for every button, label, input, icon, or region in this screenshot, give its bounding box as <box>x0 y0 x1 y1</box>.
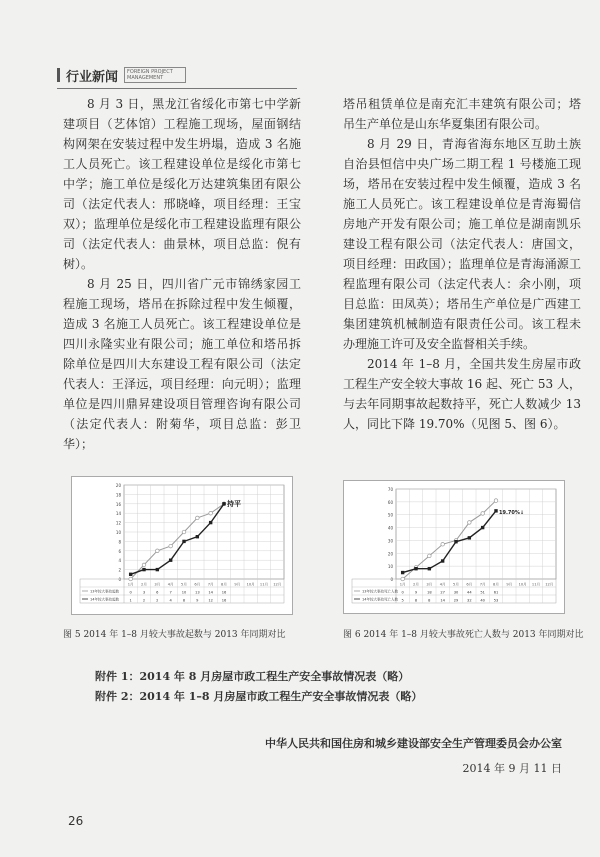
y-tick-label: 0 <box>390 577 393 582</box>
figure-6-chart <box>343 480 565 614</box>
data-point <box>481 512 485 516</box>
y-tick-label: 50 <box>387 512 393 518</box>
data-point <box>156 568 159 571</box>
data-point <box>428 554 432 558</box>
issue-date: 2014 年 9 月 11 日 <box>462 762 562 775</box>
x-tick-label: 5月 <box>453 582 459 587</box>
data-point <box>441 542 445 546</box>
y-tick-label: 60 <box>387 499 393 505</box>
table-value: 9 <box>196 598 199 603</box>
legend-label: 13年较大事故起数 <box>90 589 119 594</box>
paragraph: 8 月 29 日，青海省海东地区互助土族自治县恒信中央广场二期工程 1 号楼施工现场，塔吊在安装过程中发生倾覆，造成 3 名施工人员死亡。该工程建设单位是青海蜀信房地产开发有限公司；施工单位是湖南凯乐建设工程有限公司（法定代表人：唐国文，项目经理：田政国）；监理单位是青海涌源工程监理有限公司（法定代表人：余小刚，项目总监：田凤英）；塔吊生产单位是广西建工集团建筑机械制造有限责任公司。该工程未办理施工许可及安全监督相关手续。 <box>343 137 581 351</box>
figure-6-caption: 图 6 2014 年 1–8 月较大事故死亡人数与 2013 年同期对比 <box>343 630 584 640</box>
table-value: 32 <box>467 598 472 603</box>
data-point <box>169 544 173 548</box>
data-point <box>481 526 484 529</box>
table-value: 2 <box>142 598 146 603</box>
table-value: 12 <box>208 598 213 603</box>
table-value: 29 <box>453 598 459 603</box>
table-value: 7 <box>169 590 172 595</box>
y-tick-label: 20 <box>387 551 393 557</box>
x-tick-label: 12月 <box>273 582 282 587</box>
y-tick-label: 12 <box>115 520 121 526</box>
x-tick-label: 9月 <box>234 582 241 587</box>
table-value: 14 <box>208 590 213 595</box>
table-value: 27 <box>440 590 445 595</box>
y-tick-label: 6 <box>118 548 121 554</box>
y-tick-label: 20 <box>115 483 121 488</box>
table-value: 8 <box>428 598 431 603</box>
y-tick-label: 14 <box>115 511 121 517</box>
y-tick-label: 16 <box>115 501 121 507</box>
table-value: 2 <box>156 598 159 603</box>
data-point <box>494 509 497 512</box>
table-value: 61 <box>493 590 499 595</box>
section-marker <box>57 68 60 82</box>
data-point <box>182 540 185 543</box>
figure-5-caption: 图 5 2014 年 1–8 月较大事故起数与 2013 年同期对比 <box>63 630 286 640</box>
table-value: 30 <box>453 590 459 595</box>
legend-label: 13年较大事故死亡人数 <box>362 589 398 594</box>
table-value: 3 <box>142 590 146 595</box>
table-value: 51 <box>480 590 485 595</box>
x-tick-label: 6月 <box>194 582 201 587</box>
x-tick-label: 11月 <box>531 582 541 587</box>
data-point <box>428 567 431 570</box>
table-value: 13 <box>195 590 200 595</box>
table-value: 10 <box>181 590 187 595</box>
chart-annotation: 19.70%↓ <box>499 509 525 516</box>
y-tick-label: 2 <box>118 567 121 573</box>
left-column <box>63 94 301 454</box>
x-tick-label: 2月 <box>141 582 147 587</box>
right-column <box>343 94 581 434</box>
paragraph: 8 月 25 日，四川省广元市锦绣家园工程施工现场，塔吊在拆除过程中发生倾覆，造成 3 名施工人员死亡。该工程建设单位是四川永隆实业有限公司；施工单位和塔吊拆除单位是四川大东建设工程有限公司（法定代表人：王泽远，项目经理：向元明）；监理单位是四川鼎昇建设项目管理咨询有限公司（法定代表人：附菊华，项目总监：彭卫华）； <box>63 277 301 451</box>
data-point <box>196 516 200 520</box>
table-value: 18 <box>427 590 432 595</box>
death-count-chart <box>344 481 564 613</box>
table-value: 4 <box>169 598 172 603</box>
x-tick-label: 8月 <box>221 582 227 587</box>
data-point <box>401 577 405 581</box>
y-tick-label: 40 <box>387 525 393 531</box>
x-tick-label: 10月 <box>246 582 255 587</box>
y-tick-label: 10 <box>387 564 393 570</box>
table-value: 1 <box>129 598 132 603</box>
data-point <box>454 540 457 543</box>
x-tick-label: 11月 <box>259 582 269 587</box>
figure-5-chart <box>71 476 293 615</box>
data-point <box>182 530 186 534</box>
x-tick-label: 1月 <box>399 582 406 587</box>
table-value: 6 <box>156 590 159 595</box>
data-point <box>196 535 199 538</box>
x-tick-label: 4月 <box>439 582 446 587</box>
table-value: 0 <box>129 590 132 595</box>
x-tick-label: 5月 <box>181 582 187 587</box>
section-title: 行业新闻 <box>66 69 119 85</box>
paragraph: 2014 年 1–8 月，全国共发生房屋市政工程生产安全较大事故 16 起、死亡 53 人，与去年同期事故起数持平，死亡人数减少 13 人，同比下降 19.70%（见图 5、图 6）。 <box>343 357 581 431</box>
x-tick-label: 8月 <box>493 582 499 587</box>
table-value: 5 <box>401 598 404 603</box>
y-tick-label: 0 <box>118 577 121 582</box>
x-tick-label: 3月 <box>154 582 161 587</box>
y-tick-label: 4 <box>118 558 121 564</box>
x-tick-label: 9月 <box>506 582 513 587</box>
paragraph: 塔吊租赁单位是南充汇丰建筑有限公司；塔吊生产单位是山东华夏集团有限公司。 <box>343 97 581 131</box>
data-point <box>156 549 160 553</box>
y-tick-label: 18 <box>115 492 121 498</box>
data-point <box>142 563 146 567</box>
page-number: 26 <box>68 814 84 828</box>
y-tick-label: 30 <box>387 538 393 544</box>
data-point <box>494 499 498 503</box>
section-subtitle: FOREIGN PROJECT MANAGEMENT <box>124 67 186 83</box>
data-point <box>401 571 404 574</box>
x-tick-label: 12月 <box>545 582 554 587</box>
table-value: 8 <box>414 598 418 603</box>
x-tick-label: 4月 <box>167 582 174 587</box>
legend-label: 14年较大事故死亡人数 <box>362 597 398 602</box>
table-value: 14 <box>440 598 445 603</box>
x-tick-label: 10月 <box>518 582 527 587</box>
issuing-office: 中华人民共和国住房和城乡建设部安全生产管理委员会办公室 <box>265 737 562 750</box>
table-value: 40 <box>480 598 485 603</box>
data-point <box>441 559 444 562</box>
y-tick-label: 8 <box>118 539 121 545</box>
data-point <box>169 559 172 562</box>
paragraph: 8 月 3 日，黑龙江省绥化市第七中学新建项目（艺体馆）工程施工现场，屋面钢结构网架在安装过程中发生坍塌，造成 3 名施工人员死亡。该工程建设单位是绥化市第七中学；施工单位是绥化万达建筑集团有限公司（法定代表人：邢晓峰，项目经理：王宝双）；监理单位是绥化市工程建设监理有限公司（法定代表人：曲景林，项目总监：倪有树）。 <box>63 97 301 271</box>
table-value: 9 <box>414 590 418 595</box>
attachment-1: 附件 1：2014 年 8 月房屋市政工程生产安全事故情况表（略） <box>95 670 410 683</box>
data-point <box>129 573 132 576</box>
data-point <box>468 536 471 539</box>
data-point <box>468 521 472 525</box>
table-value: 16 <box>221 590 227 595</box>
header-rule <box>57 88 297 89</box>
accident-count-chart <box>72 477 292 614</box>
table-value: 16 <box>221 598 227 603</box>
x-tick-label: 3月 <box>426 582 433 587</box>
x-tick-label: 7月 <box>207 582 214 587</box>
chart-annotation: 持平 <box>227 499 241 508</box>
data-point <box>142 568 145 571</box>
x-tick-label: 6月 <box>466 582 473 587</box>
x-tick-label: 2月 <box>413 582 419 587</box>
data-point <box>222 502 225 505</box>
legend-label: 14年较大事故起数 <box>90 597 119 602</box>
data-point <box>209 521 212 524</box>
data-point <box>129 577 133 581</box>
x-tick-label: 7月 <box>479 582 486 587</box>
data-point <box>414 567 417 570</box>
table-value: 8 <box>182 598 186 603</box>
y-tick-label: 70 <box>387 487 393 492</box>
y-tick-label: 10 <box>115 530 121 535</box>
table-value: 0 <box>401 590 404 595</box>
table-value: 53 <box>493 598 499 603</box>
x-tick-label: 1月 <box>127 582 134 587</box>
table-value: 44 <box>467 590 472 595</box>
section-header <box>57 66 186 84</box>
attachment-2: 附件 2：2014 年 1–8 月房屋市政工程生产安全事故情况表（略） <box>95 690 423 703</box>
data-point <box>209 511 213 515</box>
